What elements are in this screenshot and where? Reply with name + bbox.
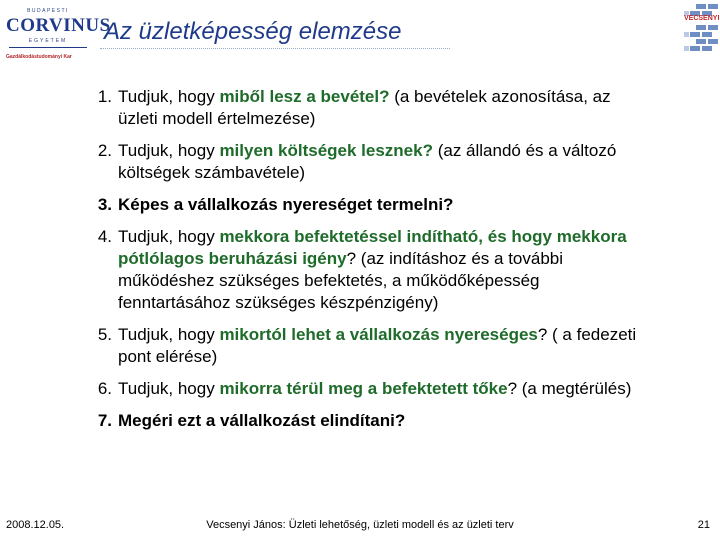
logo-main-text: CORVINUS [6,15,111,36]
list-item [82,410,642,432]
logo-sub-text: EGYETEM [28,38,68,44]
item-highlight: mikortól lehet a vállalkozás nyereséges [219,325,538,344]
item-highlight: mikorra térül meg a befektetett tőke [219,379,508,398]
item-number: 1. [97,87,112,106]
list-item [82,226,642,314]
item-text: Tudjuk, hogy mikortól lehet a vállalkozás nyereséges? ( a fedezeti pont elérése) [118,325,637,366]
footer-date: 2008.12.05. [6,519,65,531]
item-number: 5. [97,325,112,344]
logo-divider [9,47,87,48]
item-text: Megéri ezt a vállalkozást elindítani? [118,411,406,430]
item-text: Tudjuk, hogy miből lesz a bevétel? (a bevételek azonosítása, az üzleti modell értelmezése) [118,87,611,128]
analysis-question-list [82,86,642,442]
list-item [82,378,642,400]
corner-decoration-icon [682,4,718,52]
logo-faculty-text: Gazdálkodástudományi Kar [6,54,72,60]
item-highlight: miből lesz a bevétel? [219,87,390,106]
title-underline [100,48,450,49]
list-item [82,324,642,368]
item-highlight: mekkora befektetéssel indítható, és hogy mekkora pótlólagos beruházási igény [118,227,627,268]
item-highlight: milyen költségek lesznek? [219,141,433,160]
list-item [82,194,642,216]
item-text: Tudjuk, hogy mikorra térül meg a befektetett tőke? (a megtérülés) [118,379,632,398]
item-number: 7. [97,411,112,430]
corner-brand-mark: VECSENYI [684,15,720,22]
page-number: 21 [697,519,710,531]
list-item [82,86,642,130]
item-number: 3. [97,195,112,214]
item-number: 6. [97,379,112,398]
item-number: 4. [97,227,112,246]
item-text: Tudjuk, hogy milyen költségek lesznek? (az állandó és a változó költségek számbavétele) [118,141,617,182]
item-text: Tudjuk, hogy mekkora befektetéssel indítható, és hogy mekkora pótlólagos beruházási igény? (az indításhoz és a további működéshez szükséges befektetés, a működőképesség fenntartásához szükséges készpénzigény) [118,227,627,312]
footer-author-title: Vecsenyi János: Üzleti lehetőség, üzleti modell és az üzleti terv [206,519,514,531]
item-number: 2. [97,141,112,160]
logo-top-text: BUDAPESTI [27,8,69,14]
list-item [82,140,642,184]
item-text: Képes a vállalkozás nyereséget termelni? [118,195,454,214]
slide-title: Az üzletképesség elemzése [104,18,402,45]
university-logo [6,8,111,68]
